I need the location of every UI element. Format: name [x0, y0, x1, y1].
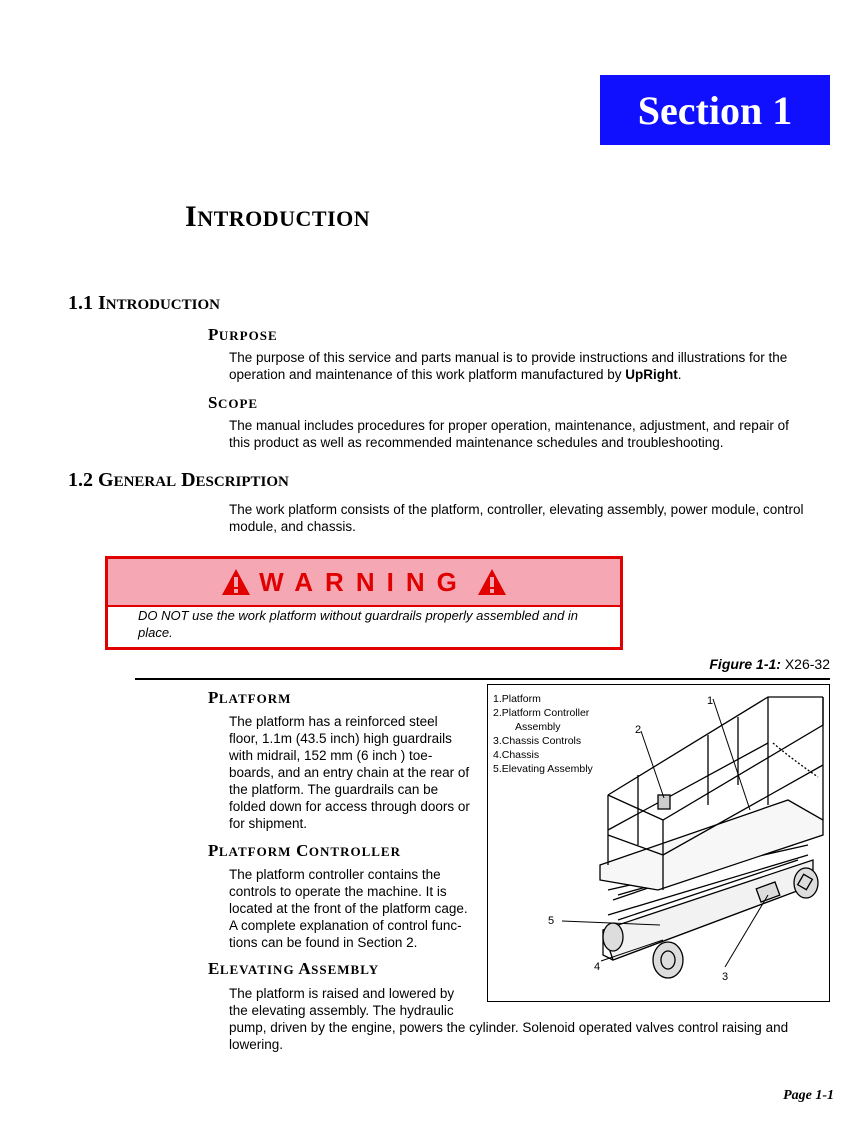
heading-purpose [208, 325, 278, 345]
purpose-line-2-text: operation and maintenance of this work platform manufactured by [229, 367, 626, 382]
heading-elevating-initial-1: E [208, 959, 220, 978]
heading-1-1-rest: NTRODUCTION [105, 297, 220, 313]
callout-1: 1 [707, 695, 714, 707]
general-description-text [229, 501, 804, 535]
general-description-line-1: The work platform consists of the platform, controller, elevating assembly, power module, control [229, 502, 804, 517]
general-description-line-2: module, and chassis. [229, 519, 356, 534]
platform-text [229, 713, 470, 832]
heading-1-2-number: 1.2 [68, 469, 93, 491]
callout-5: 5 [548, 915, 555, 927]
legend-item: 3.Chassis Controls [493, 735, 582, 747]
heading-elevating-initial-2: A [298, 959, 312, 978]
heading-platform-controller [208, 841, 401, 861]
warning-line-1: DO NOT use the work platform without guardrails properly assembled and in [138, 608, 579, 623]
elevating-line: the elevating assembly. The hydraulic [229, 1003, 454, 1018]
horizontal-rule [135, 678, 830, 680]
heading-controller-rest-2: ONTROLLER [308, 844, 401, 859]
heading-controller-rest-1: LATFORM [218, 844, 292, 859]
heading-1-2-rest-2: ESCRIPTION [195, 474, 289, 490]
purpose-text [229, 349, 787, 383]
platform-line: for shipment. [229, 816, 308, 831]
heading-scope-rest: COPE [217, 396, 259, 411]
figure-box [487, 684, 830, 1002]
warning-box [105, 556, 623, 650]
controller-line: tions can be found in Section 2. [229, 935, 418, 950]
heading-elevating-rest-1: LEVATING [219, 962, 295, 977]
warning-triangle-icon [477, 568, 507, 596]
heading-controller-initial-2: C [296, 841, 309, 860]
heading-platform-rest: LATFORM [218, 691, 292, 706]
heading-scope-initial: S [208, 393, 218, 412]
controller-text [229, 866, 468, 951]
heading-purpose-rest: URPOSE [218, 328, 278, 343]
heading-1-2-initial-2: D [181, 469, 196, 491]
heading-1-1-initial: I [98, 292, 106, 314]
elevating-line: lowering. [229, 1037, 284, 1052]
platform-line: the platform. The guardrails can be [229, 782, 439, 797]
elevating-line: pump, driven by the engine, powers the cylinder. Solenoid operated valves control raising and [229, 1020, 789, 1035]
heading-1-2-initial-1: G [98, 469, 114, 491]
legend-item: 1.Platform [493, 693, 541, 705]
legend-item: Assembly [515, 721, 561, 733]
legend-item: 2.Platform Controller [493, 707, 590, 719]
heading-platform-initial: P [208, 688, 219, 707]
callout-3: 3 [722, 971, 729, 983]
warning-text [138, 607, 608, 641]
platform-line: The platform has a reinforced steel [229, 714, 438, 729]
platform-line: folded down for access through doors or [229, 799, 470, 814]
figure-code: X26-32 [784, 656, 830, 672]
heading-purpose-initial: P [208, 325, 219, 344]
elevating-line: The platform is raised and lowered by [229, 986, 455, 1001]
warning-triangle-icon [221, 568, 251, 596]
controller-line: A complete explanation of control func- [229, 918, 462, 933]
scope-text [229, 417, 789, 451]
purpose-line-2-end: . [677, 367, 682, 382]
controller-line: The platform controller contains the [229, 867, 441, 882]
chapter-title-rest: NTRODUCTION [197, 206, 371, 231]
brand-name: UpRight [625, 367, 678, 382]
heading-elevating-rest-2: SSEMBLY [311, 962, 380, 977]
legend-item: 4.Chassis [493, 749, 540, 761]
section-tab [600, 75, 830, 145]
warning-word: WARNING [259, 566, 469, 597]
heading-platform [208, 688, 291, 708]
scope-line-1: The manual includes procedures for proper operation, maintenance, adjustment, and repair of [229, 418, 789, 433]
scissor-lift-illustration [488, 685, 829, 1001]
callout-2: 2 [635, 724, 642, 736]
heading-1-2 [68, 469, 289, 492]
controller-line: located at the front of the platform cage. [229, 901, 468, 916]
figure-caption [709, 656, 830, 672]
section-tab-label: Section 1 [637, 87, 793, 133]
chapter-title-initial: I [185, 200, 198, 233]
elevating-text [229, 985, 788, 1053]
scope-line-2: this product as well as recommended maintenance schedules and troubleshooting. [229, 435, 724, 450]
purpose-line-2 [229, 366, 787, 383]
heading-1-1-number: 1.1 [68, 292, 93, 314]
callout-4: 4 [594, 961, 601, 973]
warning-line-2: place. [138, 625, 173, 640]
page-number: Page 1-1 [783, 1088, 834, 1103]
heading-scope [208, 393, 258, 413]
platform-line: with midrail, 152 mm (6 inch ) toe- [229, 748, 433, 763]
chapter-title [185, 200, 370, 234]
platform-line: boards, and an entry chain at the rear of [229, 765, 470, 780]
controller-line: controls to operate the machine. It is [229, 884, 447, 899]
legend-item: 5.Elevating Assembly [493, 763, 593, 775]
heading-elevating-assembly [208, 959, 379, 979]
heading-1-2-rest-1: ENERAL [113, 474, 177, 490]
heading-controller-initial-1: P [208, 841, 219, 860]
warning-banner [108, 559, 620, 607]
platform-line: floor, 1.1m (43.5 inch) high guardrails [229, 731, 452, 746]
figure-label: Figure 1-1: [709, 656, 781, 672]
purpose-line-1: The purpose of this service and parts manual is to provide instructions and illustrations for the [229, 350, 788, 365]
heading-1-1 [68, 292, 220, 315]
